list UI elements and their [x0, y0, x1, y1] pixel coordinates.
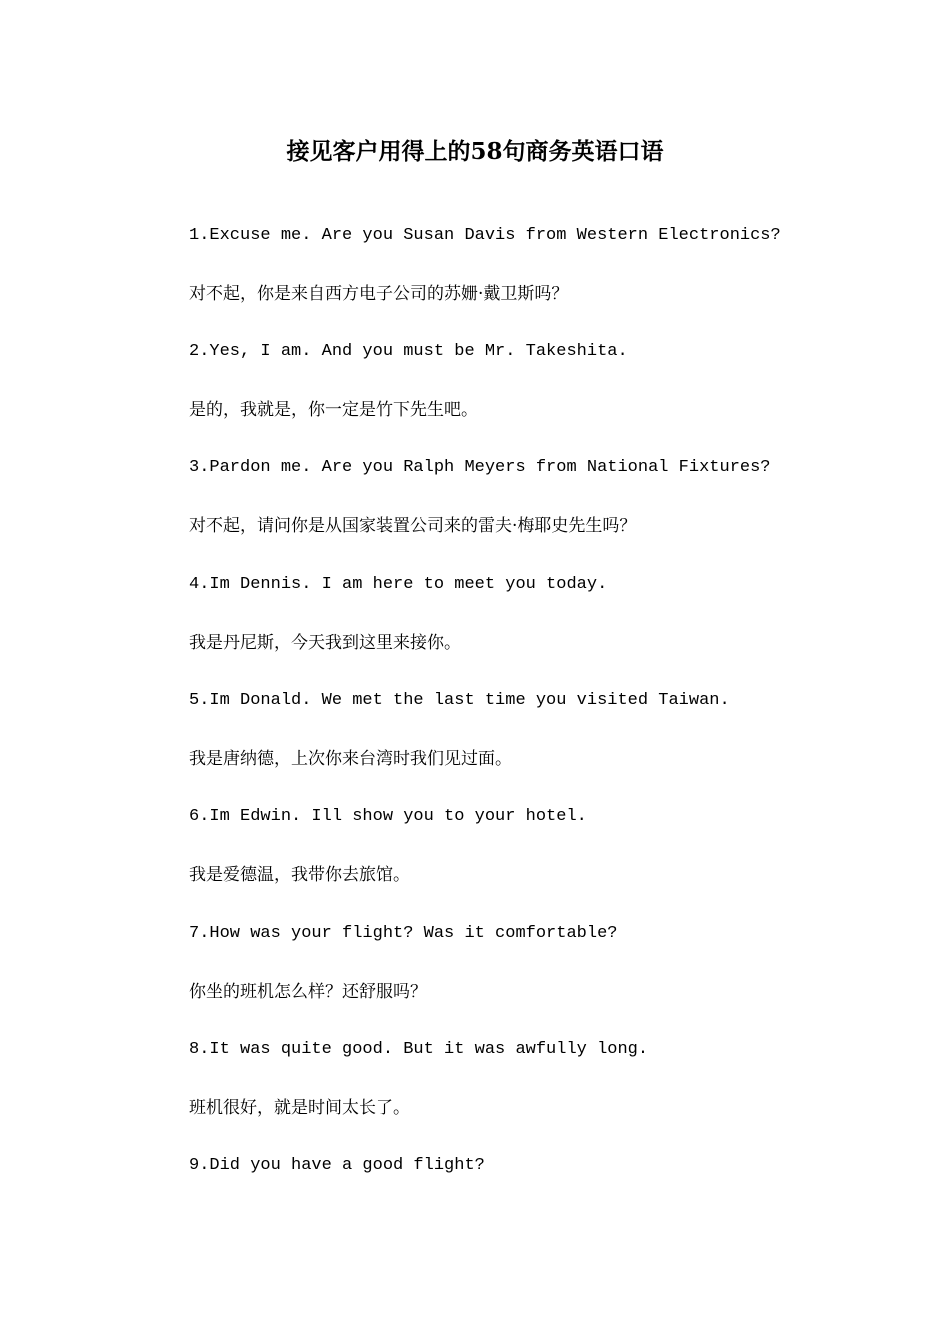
sentence-5-english: 5.Im Donald. We met the last time you visited Taiwan. — [189, 691, 730, 710]
sentence-3-english: 3.Pardon me. Are you Ralph Meyers from National Fixtures? — [189, 458, 771, 477]
sentence-3-chinese: 对不起，请问你是从国家装置公司来的雷夫·梅耶史先生吗？ — [189, 516, 637, 536]
sentence-1-chinese: 对不起，你是来自西方电子公司的苏姗·戴卫斯吗？ — [189, 284, 569, 304]
sentence-4-english: 4.Im Dennis. I am here to meet you today. — [189, 575, 608, 594]
sentence-5-chinese: 我是唐纳德，上次你来台湾时我们见过面。 — [189, 749, 512, 769]
sentence-2-chinese: 是的，我就是，你一定是竹下先生吧。 — [189, 400, 478, 420]
sentence-9-english: 9.Did you have a good flight? — [189, 1156, 485, 1175]
sentence-1-english: 1.Excuse me. Are you Susan Davis from Western Electronics? — [189, 226, 781, 245]
sentence-7-english: 7.How was your flight? Was it comfortable? — [189, 924, 618, 943]
sentence-6-english: 6.Im Edwin. Ill show you to your hotel. — [189, 807, 587, 826]
document-title: 接见客户用得上的58句商务英语口语 — [286, 138, 664, 165]
sentence-7-chinese: 你坐的班机怎么样？还舒服吗？ — [189, 982, 427, 1002]
sentence-6-chinese: 我是爱德温，我带你去旅馆。 — [189, 865, 410, 885]
sentence-8-english: 8.It was quite good. But it was awfully long. — [189, 1040, 649, 1059]
sentence-8-chinese: 班机很好，就是时间太长了。 — [189, 1098, 410, 1118]
sentence-4-chinese: 我是丹尼斯，今天我到这里来接你。 — [189, 633, 461, 653]
sentence-2-english: 2.Yes, I am. And you must be Mr. Takeshita. — [189, 342, 628, 361]
